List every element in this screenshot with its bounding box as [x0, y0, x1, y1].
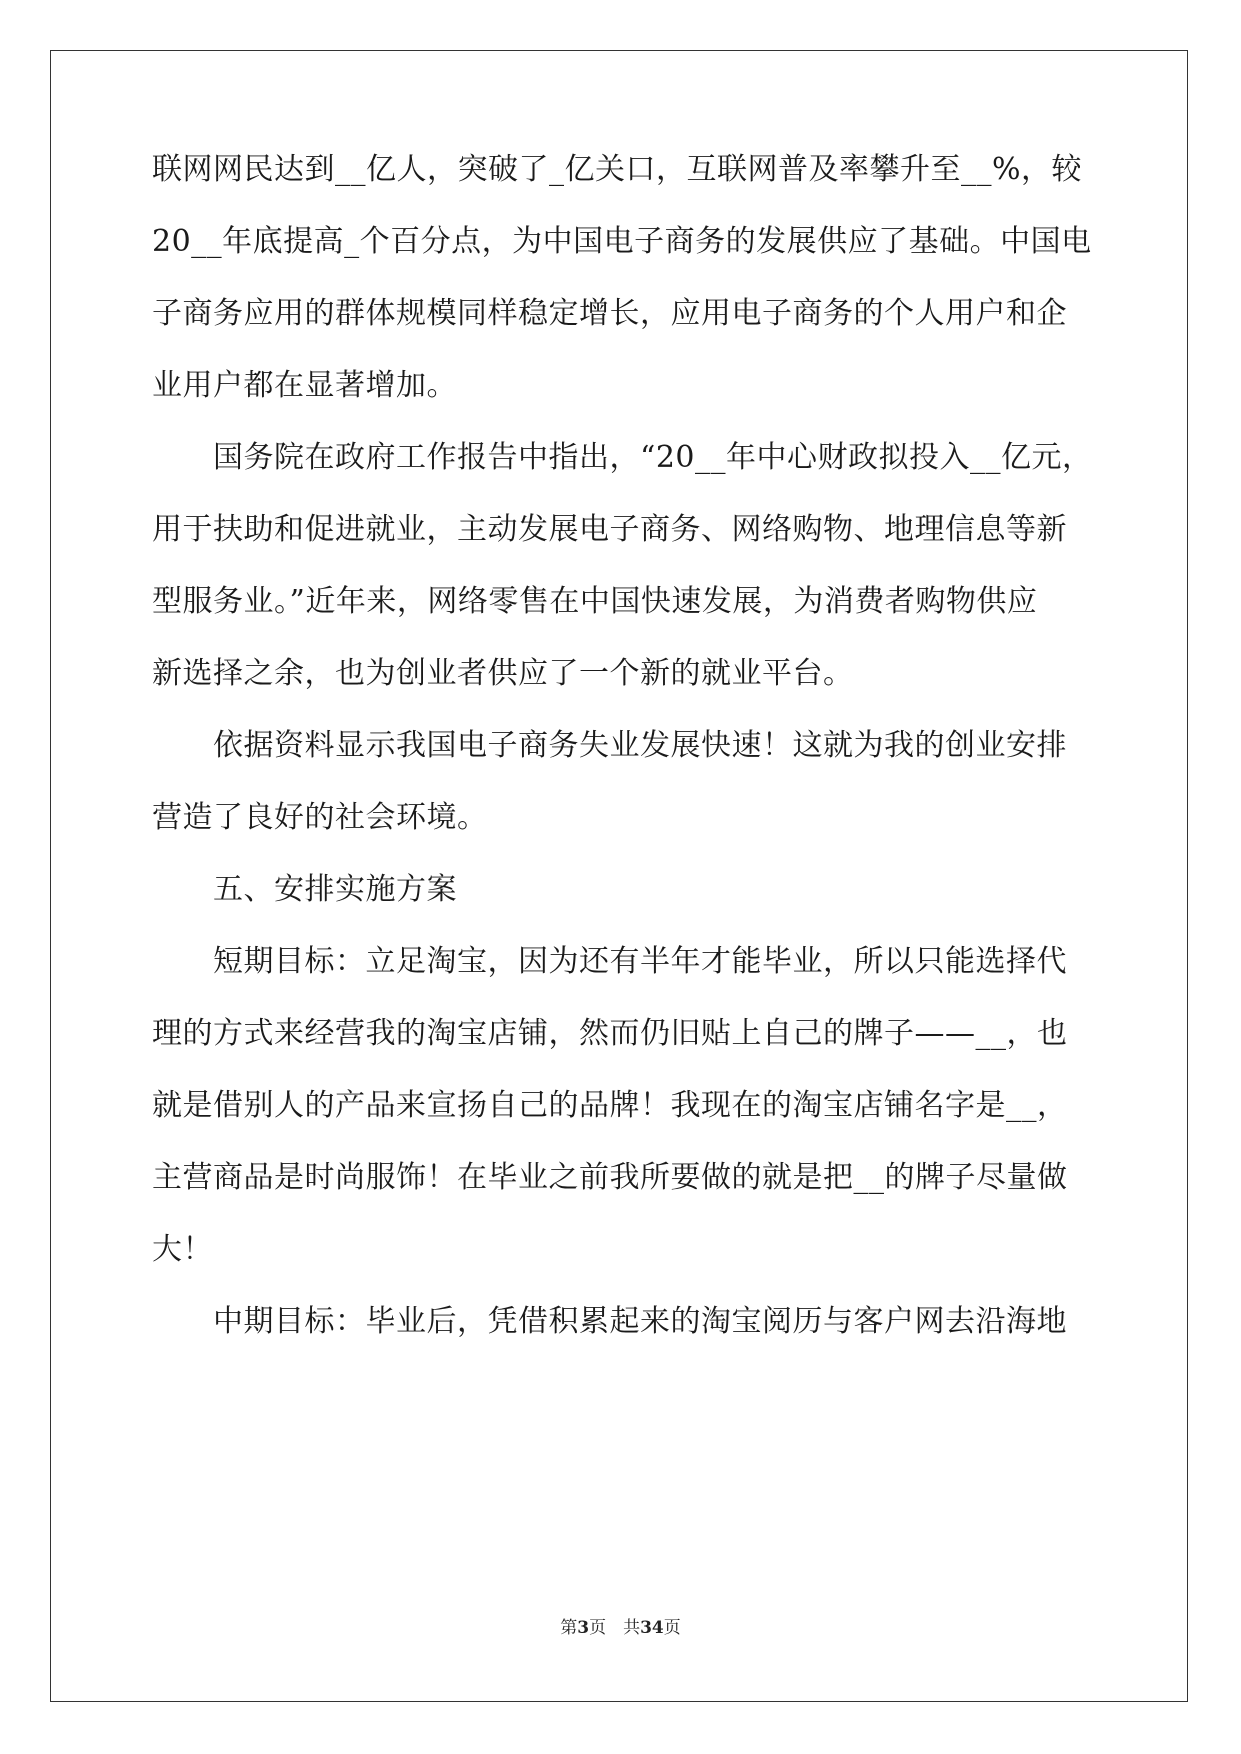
total-page-number: 34 [640, 1618, 664, 1638]
text-line: 理的方式来经营我的淘宝店铺，然而仍旧贴上自己的牌子——__，也 [152, 1016, 1068, 1051]
text-line: 型服务业。”近年来，网络零售在中国快速发展，为消费者购物供应 [152, 584, 1038, 619]
text-line: 20__年底提高_个百分点，为中国电子商务的发展供应了基础。中国电 [152, 224, 1092, 259]
text-line: 新选择之余，也为创业者供应了一个新的就业平台。 [152, 656, 854, 691]
section-heading: 五、安排实施方案 [152, 872, 457, 907]
text-line: 短期目标：立足淘宝，因为还有半年才能毕业，所以只能选择代 [152, 944, 1067, 979]
text-line: 营造了良好的社会环境。 [152, 800, 488, 835]
page-prefix: 第 [560, 1618, 578, 1638]
current-page-number: 3 [577, 1618, 590, 1638]
text-line: 业用户都在显著增加。 [152, 368, 457, 403]
text-line: 中期目标：毕业后，凭借积累起来的淘宝阅历与客户网去沿海地 [152, 1304, 1067, 1339]
text-line: 主营商品是时尚服饰！在毕业之前我所要做的就是把__的牌子尽量做 [152, 1160, 1068, 1195]
text-line: 大！ [152, 1232, 213, 1267]
page-number-footer [0, 1617, 1241, 1639]
page-suffix: 页 [663, 1618, 681, 1638]
page-mid: 页 共 [589, 1618, 641, 1638]
text-line: 用于扶助和促进就业，主动发展电子商务、网络购物、地理信息等新 [152, 512, 1067, 547]
text-line: 就是借别人的产品来宣扬自己的品牌！我现在的淘宝店铺名字是__， [152, 1088, 1068, 1123]
text-line: 联网网民达到__亿人，突破了_亿关口，互联网普及率攀升至__%，较 [152, 152, 1083, 187]
text-line: 国务院在政府工作报告中指出，“20__年中心财政拟投入__亿元， [152, 440, 1093, 475]
text-line: 子商务应用的群体规模同样稳定增长，应用电子商务的个人用户和企 [152, 296, 1067, 331]
text-line: 依据资料显示我国电子商务失业发展快速！这就为我的创业安排 [152, 728, 1067, 763]
